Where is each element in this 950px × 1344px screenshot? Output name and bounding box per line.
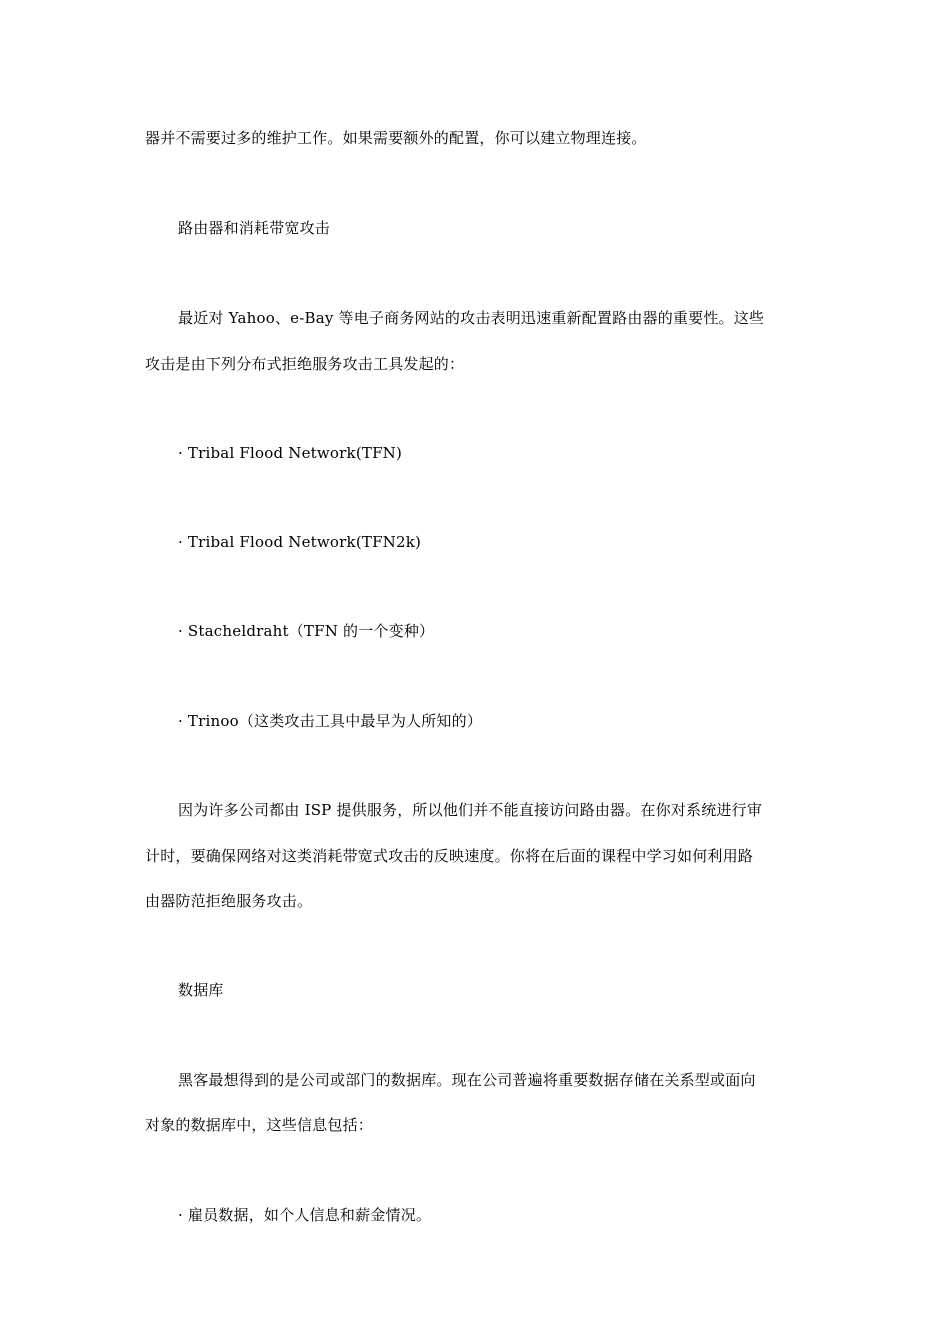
paragraph-line: 攻击是由下列分布式拒绝服务攻击工具发起的：: [145, 355, 465, 373]
list-item-employee-data: · 雇员数据，如个人信息和薪金情况。: [178, 1206, 432, 1224]
section-heading-database: 数据库: [178, 981, 224, 999]
list-item-trinoo: · Trinoo（这类攻击工具中最早为人所知的）: [178, 712, 483, 730]
paragraph-line: 对象的数据库中，这些信息包括：: [145, 1116, 374, 1134]
paragraph-continuation-line: 器并不需要过多的维护工作。如果需要额外的配置，你可以建立物理连接。: [145, 129, 647, 147]
paragraph-line: 最近对 Yahoo、e-Bay 等电子商务网站的攻击表明迅速重新配置路由器的重要性。这些: [178, 309, 765, 327]
paragraph-line: 计时，要确保网络对这类消耗带宽式攻击的反映速度。你将在后面的课程中学习如何利用路: [145, 847, 754, 865]
list-item-tfn2k: · Tribal Flood Network(TFN2k): [178, 533, 422, 551]
paragraph-line: 黑客最想得到的是公司或部门的数据库。现在公司普遍将重要数据存储在关系型或面向: [178, 1071, 756, 1089]
section-heading-router-bandwidth: 路由器和消耗带宽攻击: [178, 219, 331, 237]
list-item-tfn: · Tribal Flood Network(TFN): [178, 444, 403, 462]
paragraph-line: 因为许多公司都由 ISP 提供服务，所以他们并不能直接访问路由器。在你对系统进行审: [178, 801, 763, 819]
paragraph-line: 由器防范拒绝服务攻击。: [145, 892, 313, 910]
list-item-stacheldraht: · Stacheldraht（TFN 的一个变种）: [178, 622, 435, 640]
